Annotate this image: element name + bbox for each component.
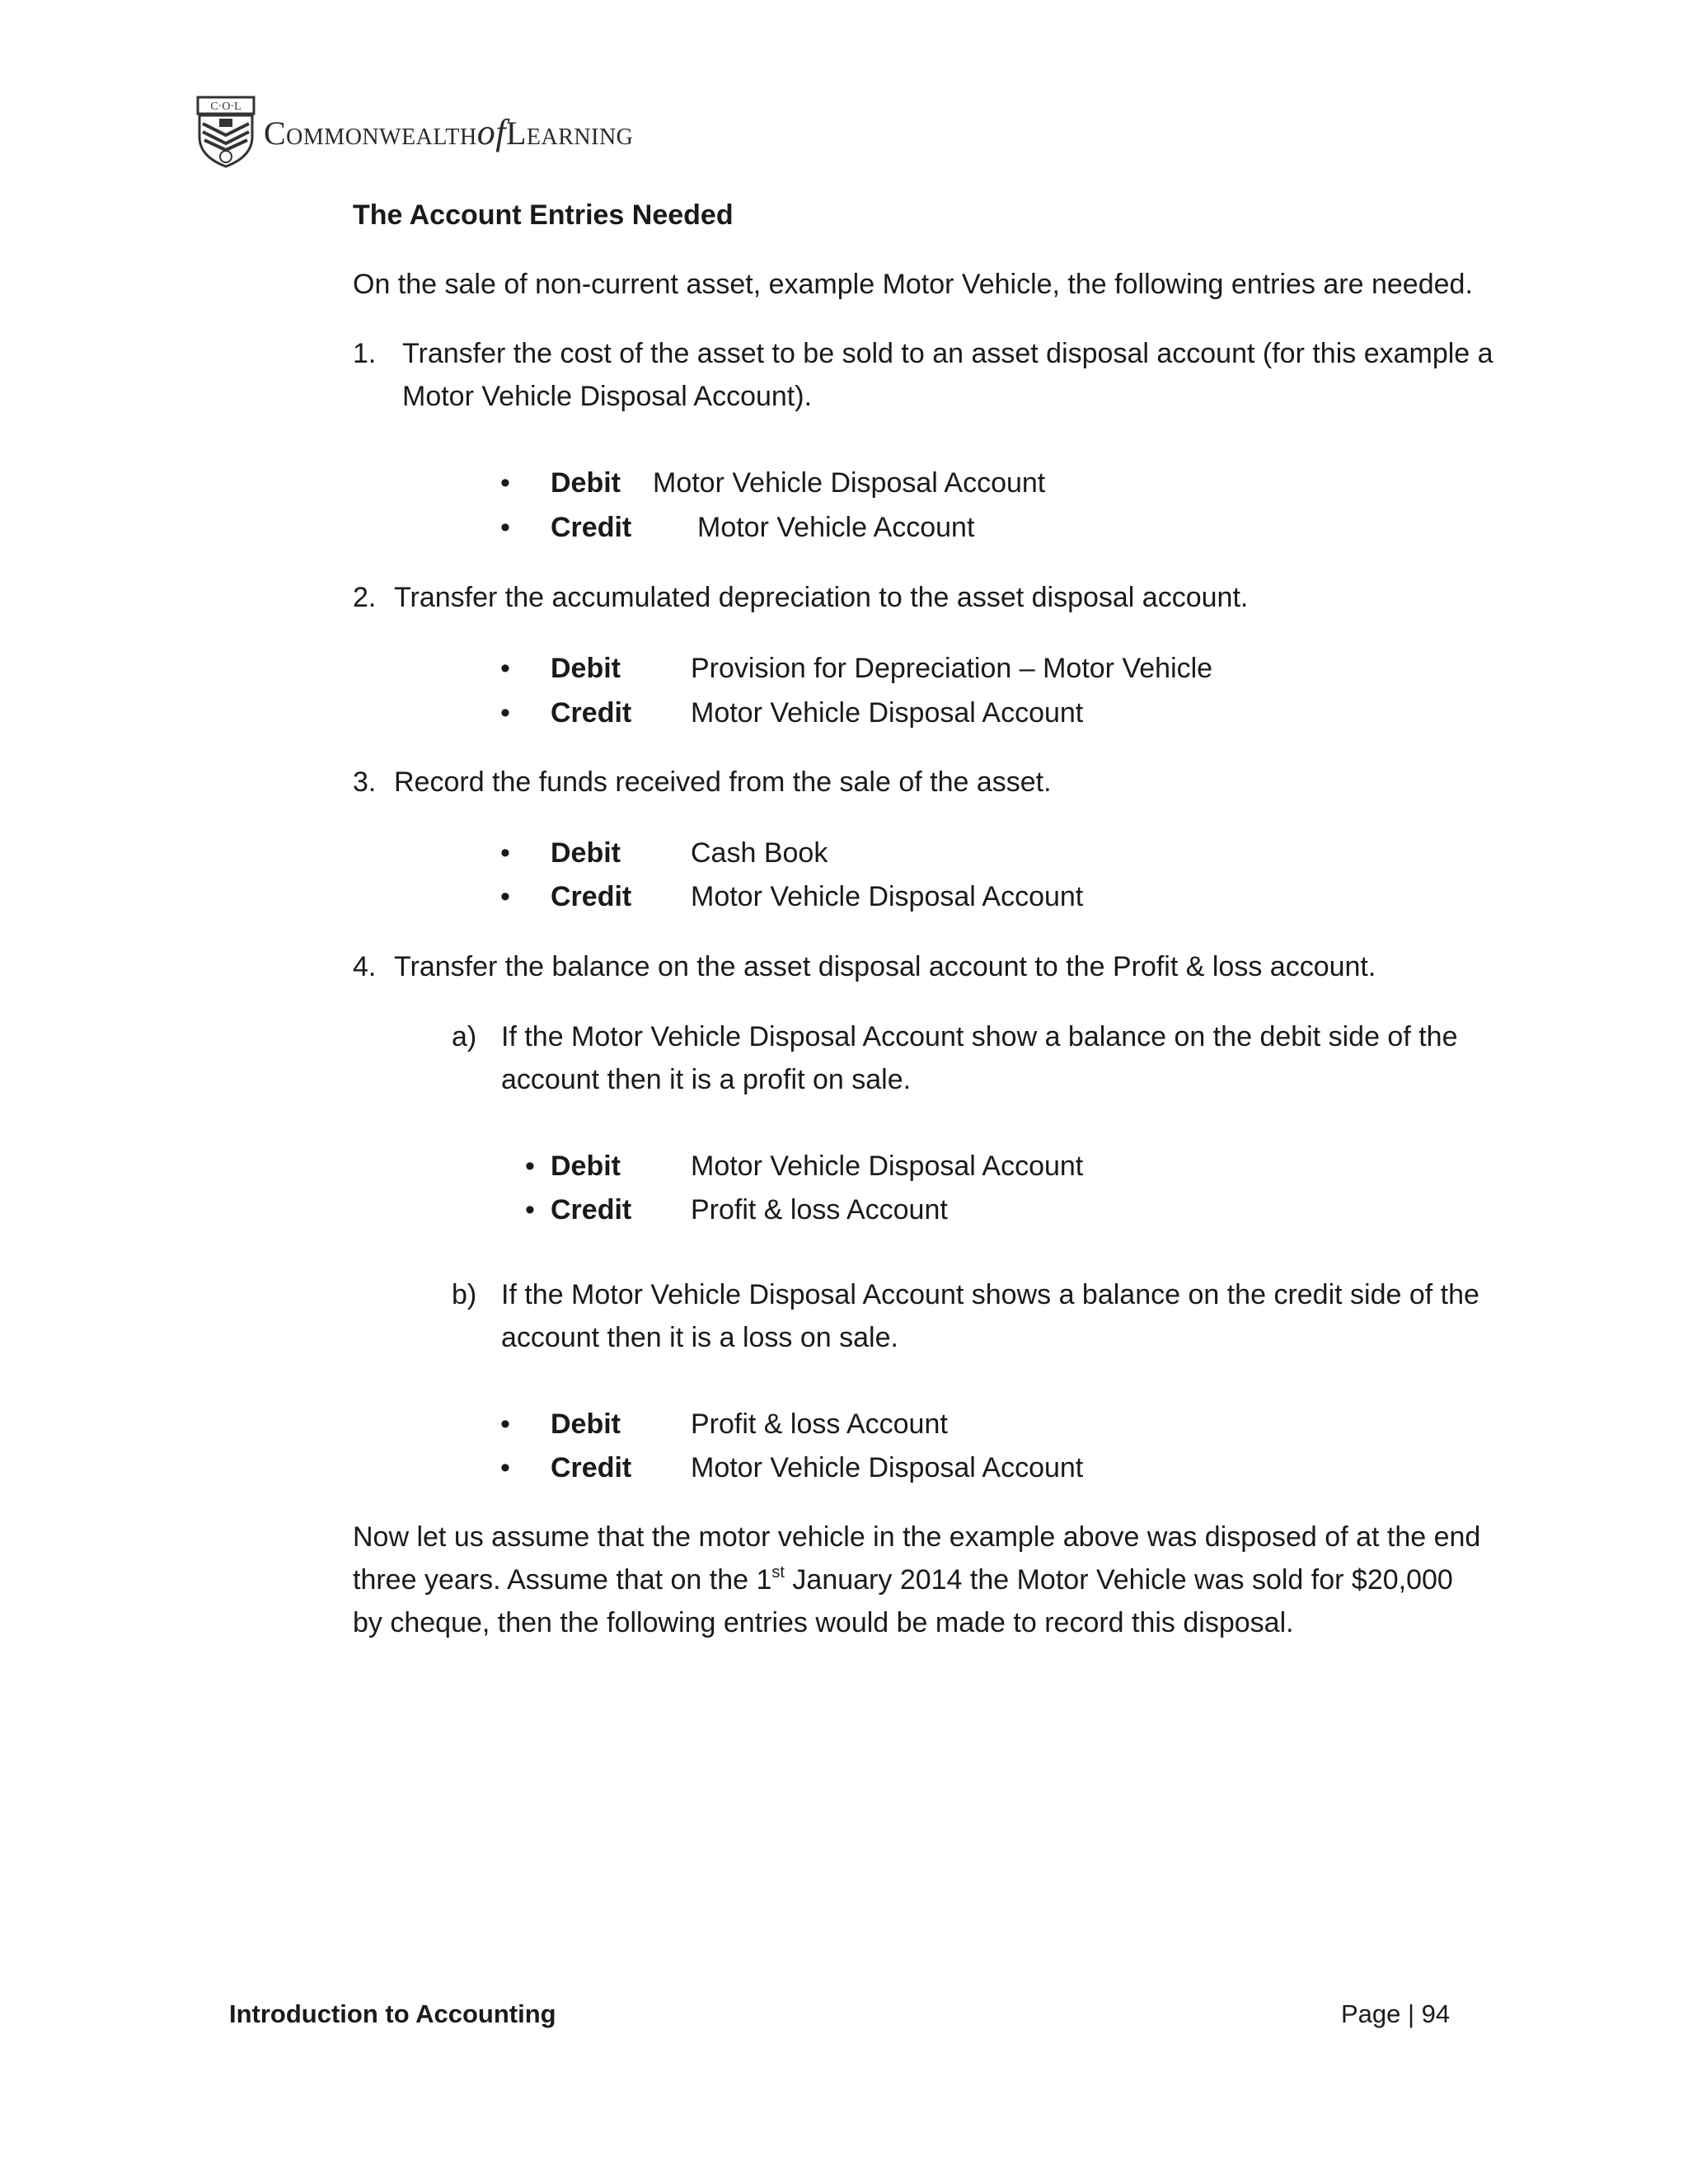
step-4b-line-1: If the Motor Vehicle Disposal Account shows a balance on the credit side of the <box>501 1279 1479 1310</box>
bullet-icon: • <box>500 1452 510 1483</box>
intro-paragraph: On the sale of non-current asset, example Motor Vehicle, the following entries are needed. <box>353 269 1473 300</box>
closing-line-3: by cheque, then the following entries would be made to record this disposal. <box>353 1607 1294 1638</box>
step-1-number: 1. <box>353 338 377 369</box>
step-3-credit-label: Credit <box>551 881 632 912</box>
step-4-number: 4. <box>353 951 377 982</box>
step-1-debit-label: Debit <box>551 467 621 499</box>
bullet-icon: • <box>500 837 510 869</box>
step-1-debit-value: Motor Vehicle Disposal Account <box>653 467 1046 499</box>
step-4-text: Transfer the balance on the asset disposal account to the Profit & loss account. <box>394 951 1376 982</box>
bullet-icon: • <box>500 1408 510 1440</box>
step-4a-line-2: account then it is a profit on sale. <box>501 1064 912 1095</box>
step-4a-credit-value: Profit & loss Account <box>691 1194 948 1226</box>
col-logo <box>196 96 633 168</box>
step-3-debit-label: Debit <box>551 837 621 869</box>
closing-line-1: Now let us assume that the motor vehicle in the example above was disposed of at the end <box>353 1521 1481 1553</box>
step-4a-label: a) <box>452 1021 477 1052</box>
step-3-debit-value: Cash Book <box>691 837 828 869</box>
step-2-credit-value: Motor Vehicle Disposal Account <box>691 697 1084 729</box>
step-4b-credit-value: Motor Vehicle Disposal Account <box>691 1452 1084 1483</box>
step-4a-debit-value: Motor Vehicle Disposal Account <box>691 1151 1084 1182</box>
step-4b-debit-value: Profit & loss Account <box>691 1408 948 1440</box>
bullet-icon: • <box>525 1194 535 1226</box>
step-1-credit-value: Motor Vehicle Account <box>697 512 975 543</box>
step-4a-credit-label: Credit <box>551 1194 632 1226</box>
bullet-icon: • <box>500 881 510 912</box>
step-2-debit-value: Provision for Depreciation – Motor Vehicle <box>691 653 1213 684</box>
col-crest-icon <box>196 96 256 168</box>
footer-course-title: Introduction to Accounting <box>229 1999 556 2028</box>
closing-line-2: three years. Assume that on the 1st January 2014 the Motor Vehicle was sold for $20,000 <box>353 1563 1453 1596</box>
step-3-text: Record the funds received from the sale of the asset. <box>394 766 1052 798</box>
step-3-credit-value: Motor Vehicle Disposal Account <box>691 881 1084 912</box>
step-3-number: 3. <box>353 766 377 798</box>
bullet-icon: • <box>500 653 510 684</box>
bullet-icon: • <box>525 1151 535 1182</box>
step-4b-debit-label: Debit <box>551 1408 621 1440</box>
bullet-icon: • <box>500 467 510 499</box>
bullet-icon: • <box>500 512 510 543</box>
step-1-credit-label: Credit <box>551 512 632 543</box>
step-1-line-2: Motor Vehicle Disposal Account). <box>402 381 813 412</box>
svg-text:C·O·L: C·O·L <box>210 101 241 113</box>
step-2-number: 2. <box>353 582 377 613</box>
section-title: The Account Entries Needed <box>353 199 734 231</box>
footer-page-number: Page | 94 <box>1341 1999 1451 2028</box>
step-2-text: Transfer the accumulated depreciation to the asset disposal account. <box>394 582 1249 613</box>
step-4b-line-2: account then it is a loss on sale. <box>501 1322 898 1353</box>
step-4a-debit-label: Debit <box>551 1151 621 1182</box>
bullet-icon: • <box>500 697 510 729</box>
step-1-line-1: Transfer the cost of the asset to be sold to an asset disposal account (for this example a <box>402 338 1493 369</box>
step-4b-credit-label: Credit <box>551 1452 632 1483</box>
step-4b-label: b) <box>452 1279 477 1310</box>
step-4a-line-1: If the Motor Vehicle Disposal Account show a balance on the debit side of the <box>501 1021 1458 1052</box>
step-2-credit-label: Credit <box>551 697 632 729</box>
step-2-debit-label: Debit <box>551 653 621 684</box>
logo-wordmark: CommonwealthofLearning <box>264 111 634 152</box>
